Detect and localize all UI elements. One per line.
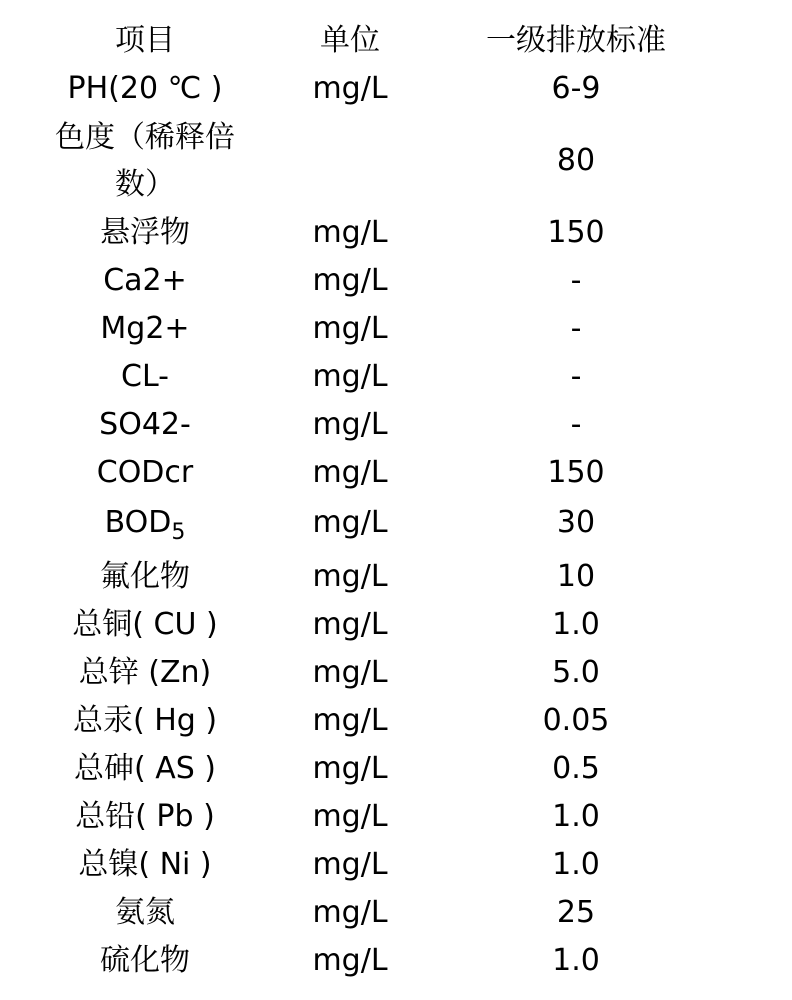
row-unit: mg/L [312, 703, 388, 738]
row-unit: mg/L [312, 895, 388, 930]
row-item: Mg2+ [100, 311, 190, 346]
row-item: 氨氮 [115, 895, 175, 930]
row-unit: mg/L [312, 407, 388, 442]
row-unit: mg/L [312, 263, 388, 298]
row-item: 总锌 (Zn) [78, 655, 212, 690]
row-item: 总汞( Hg ) [72, 703, 218, 738]
header-unit: 单位 [320, 23, 380, 58]
row-unit: mg/L [312, 847, 388, 882]
row-unit: mg/L [312, 799, 388, 834]
row-unit: mg/L [312, 455, 388, 490]
row-standard: 0.5 [552, 751, 600, 786]
row-unit: mg/L [312, 751, 388, 786]
row-standard: - [570, 407, 582, 442]
row-unit: mg/L [312, 311, 388, 346]
header-standard: 一级排放标准 [486, 23, 666, 58]
row-unit: mg/L [312, 655, 388, 690]
row-unit: mg/L [312, 607, 388, 642]
header-item: 项目 [115, 23, 175, 58]
row-item: 总铅( Pb ) [75, 799, 215, 834]
row-item: Ca2+ [103, 263, 187, 298]
row-standard: 1.0 [552, 943, 600, 978]
row-item: 氟化物 [100, 559, 190, 594]
row-item: 总镍( Ni ) [78, 847, 212, 882]
row-item-text: BOD [104, 505, 172, 540]
row-item [40, 500, 250, 546]
row-standard: 1.0 [552, 607, 600, 642]
row-standard: 80 [556, 143, 596, 178]
row-item: 硫化物 [100, 943, 190, 978]
row-standard: 5.0 [552, 655, 600, 690]
row-unit: mg/L [312, 943, 388, 978]
row-unit: mg/L [312, 359, 388, 394]
row-item: 色度（稀释倍数） [55, 120, 235, 202]
row-standard: 10 [556, 559, 596, 594]
row-standard: - [570, 263, 582, 298]
row-standard: 0.05 [542, 703, 610, 738]
row-unit: mg/L [312, 505, 388, 540]
row-standard: 150 [547, 455, 605, 490]
row-item: CL- [121, 359, 169, 394]
row-unit: mg/L [312, 215, 388, 250]
row-item: SO42- [99, 407, 191, 442]
row-unit: mg/L [312, 71, 388, 106]
row-standard: - [570, 359, 582, 394]
row-standard: - [570, 311, 582, 346]
row-standard: 150 [547, 215, 605, 250]
row-item: PH(20 ℃ ) [67, 71, 223, 106]
row-standard: 6-9 [551, 71, 601, 106]
row-item: 总铜( CU ) [72, 607, 218, 642]
row-standard: 30 [556, 505, 596, 540]
row-item-subscript: 5 [171, 520, 186, 545]
row-standard: 25 [556, 895, 596, 930]
row-standard: 1.0 [552, 847, 600, 882]
row-standard: 1.0 [552, 799, 600, 834]
row-item: 总砷( AS ) [73, 751, 217, 786]
row-item: 悬浮物 [100, 215, 190, 250]
row-unit: mg/L [312, 559, 388, 594]
row-item: CODcr [96, 455, 194, 490]
